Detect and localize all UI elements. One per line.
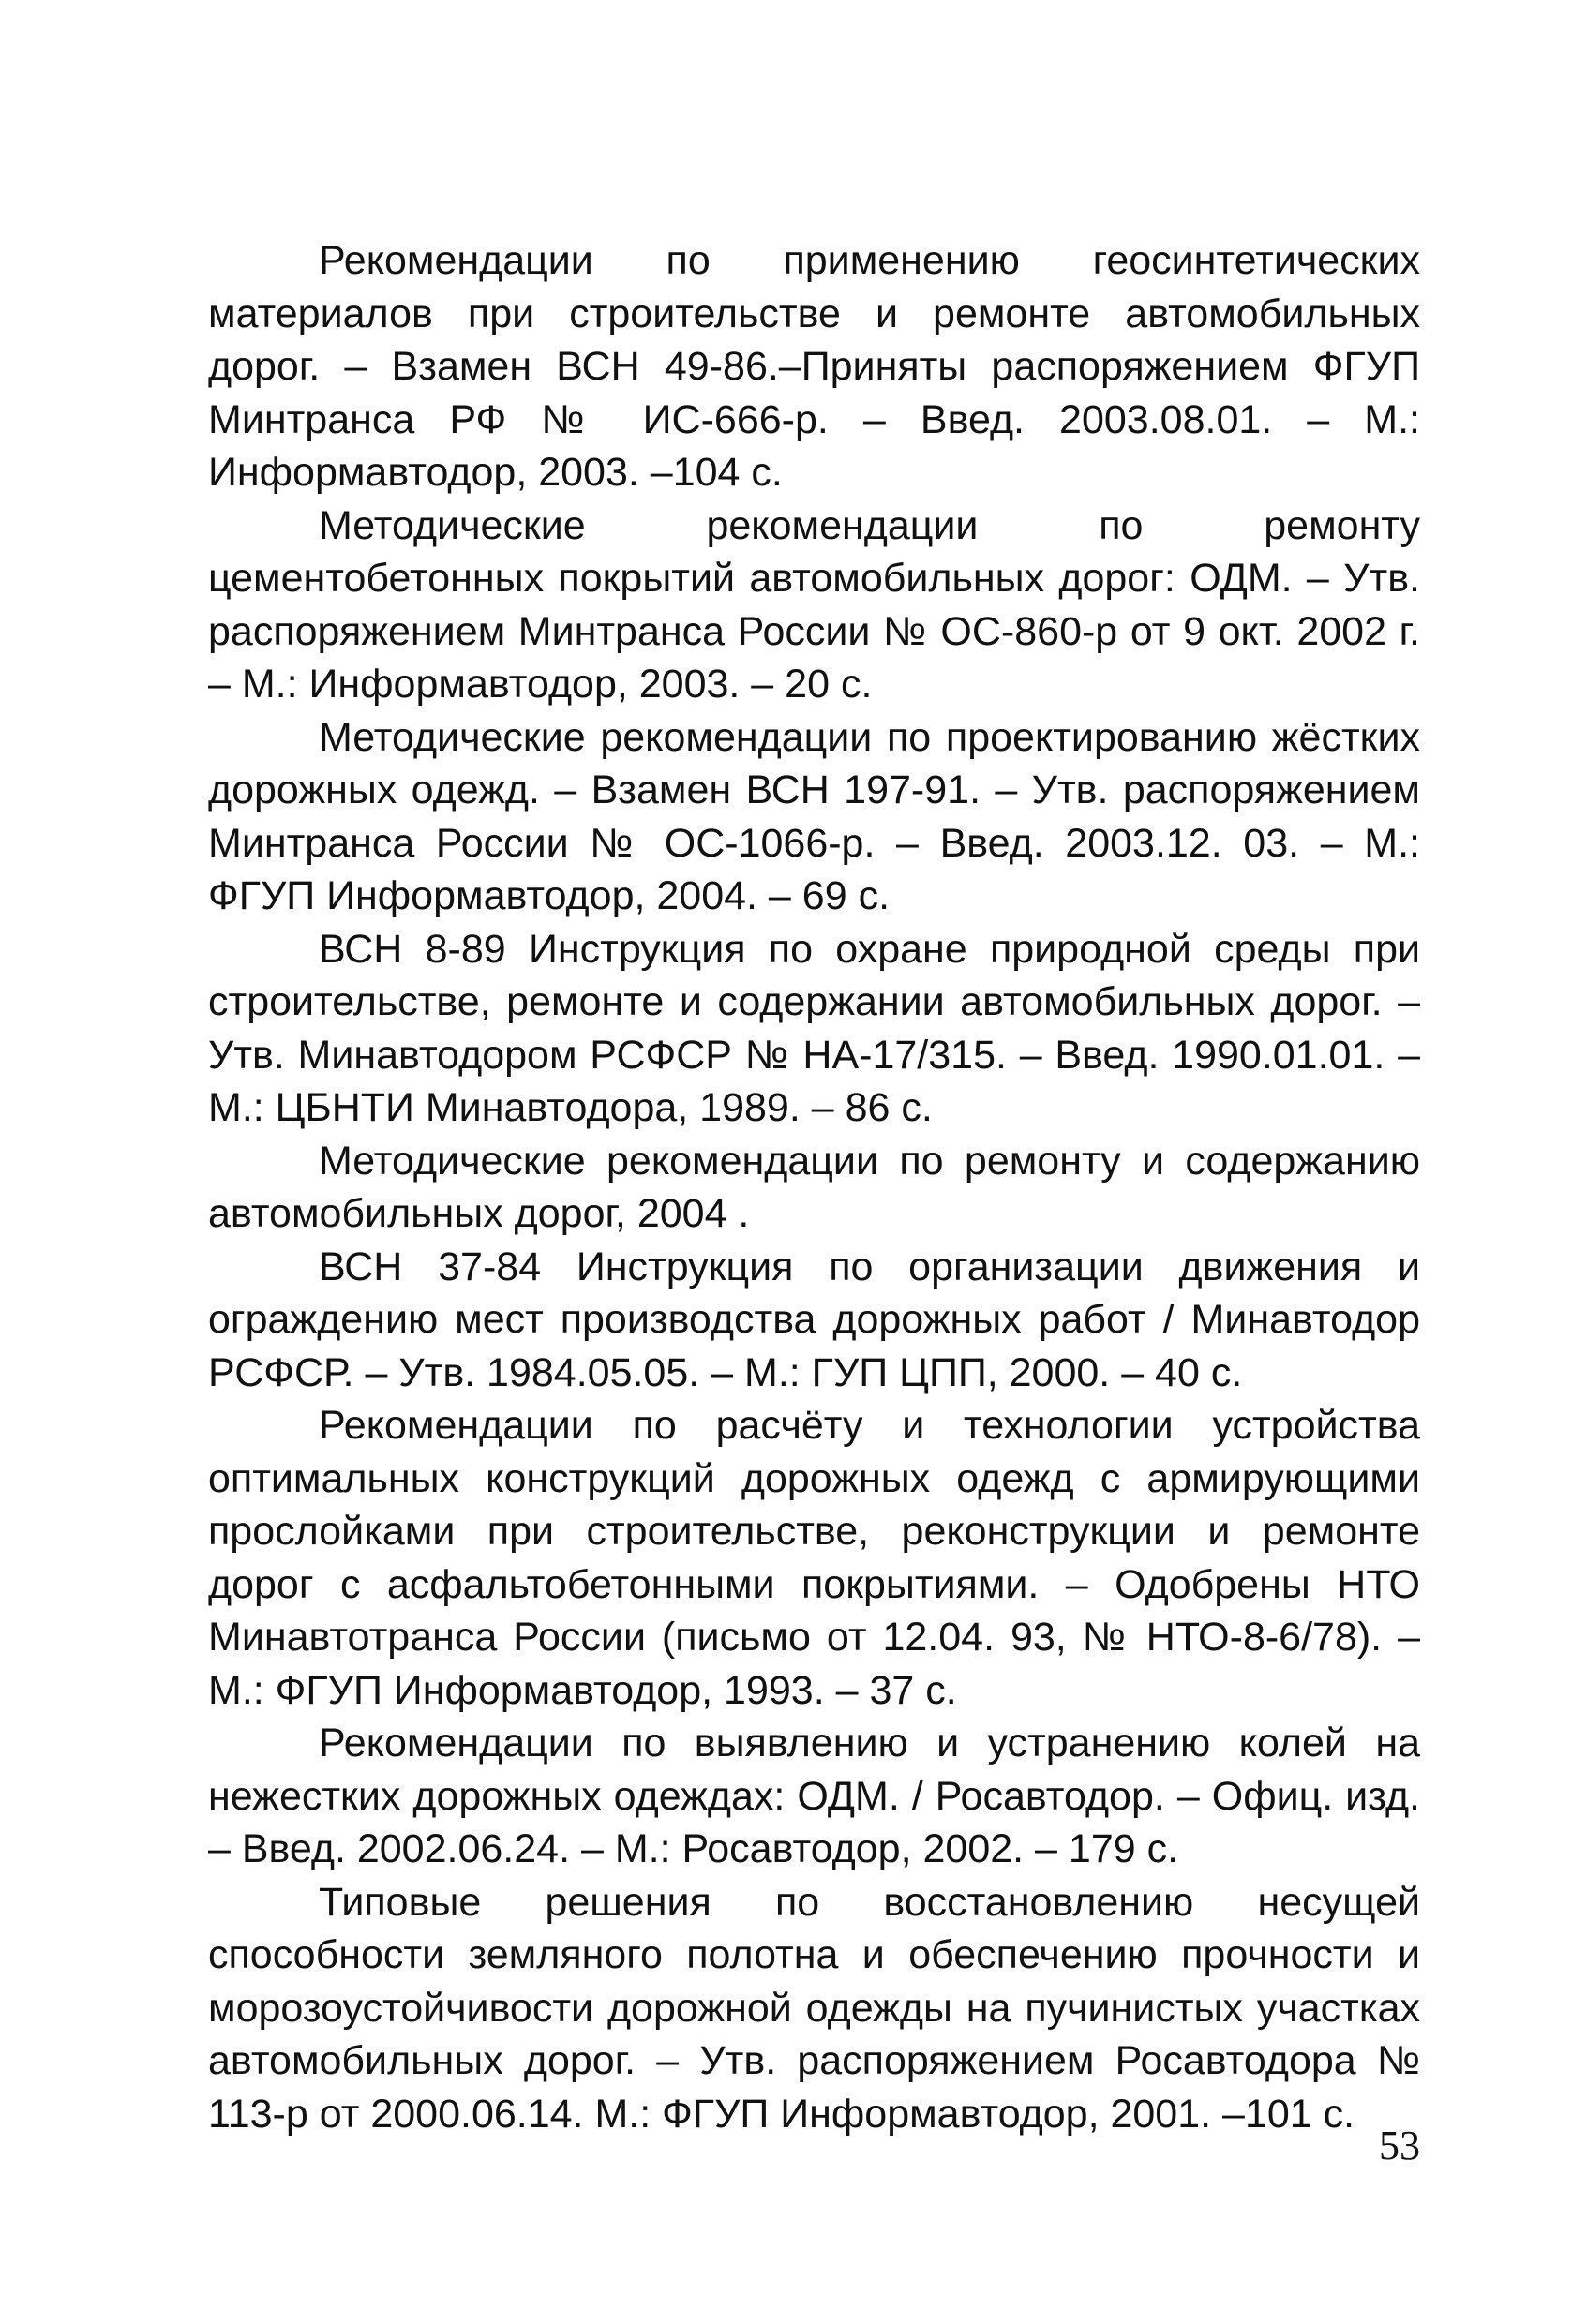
reference-entry-4: ВСН 8-89 Инструкция по охране природной среды при строительстве, ремонте и содержании автомобильных дорог. – Утв. Минавтодором РСФСР № НА-17/315. – Введ. 1990.01.01. – М.: ЦБНТИ Минавтодора, 1989. – 86 с.	[208, 926, 1420, 1130]
reference-entry-9: Типовые решения по восстановлению несущей способности земляного полотна и обеспечению прочности и морозоустойчивости дорожной одежды на пучинистых участках автомобильных дорог. – Утв. распоряжением Росавтодора № 113-р от 2000.06.14. М.: ФГУП Информавтодор, 2001. –101 с.	[208, 1879, 1420, 2137]
reference-entry-3: Методические рекомендации по проектированию жёстких дорожных одежд. – Взамен ВСН 197-91. – Утв. распоряжением Минтранса России № ОС-1066-р. – Введ. 2003.12. 03. – М.: ФГУП Информавтодор, 2004. – 69 с.	[208, 714, 1420, 918]
reference-list	[208, 234, 1420, 2140]
reference-entry-6: ВСН 37-84 Инструкция по организации движения и ограждению мест производства дорожных работ / Минавтодор РСФСР. – Утв. 1984.05.05. – М.: ГУП ЦПП, 2000. – 40 с.	[208, 1244, 1420, 1395]
reference-entry-2: Методические рекомендации по ремонту цементобетонных покрытий автомобильных дорог: ОДМ. – Утв. распоряжением Минтранса России № ОС-860-р от 9 окт. 2002 г. – М.: Информавтодор, 2003. – 20 с.	[208, 502, 1420, 707]
reference-entry-1: Рекомендации по применению геосинтетических материалов при строительстве и ремонте автомобильных дорог. – Взамен ВСН 49-86.–Приняты распоряжением ФГУП Минтранса РФ № ИС-666-р. – Введ. 2003.08.01. – М.: Информавтодор, 2003. –104 с.	[208, 238, 1420, 495]
reference-entry-5: Методические рекомендации по ремонту и содержанию автомобильных дорог, 2004 .	[208, 1138, 1420, 1236]
page-number: 53	[1379, 2123, 1420, 2168]
reference-entry-8: Рекомендации по выявлению и устранению колей на нежестких дорожных одеждах: ОДМ. / Росавтодор. – Офиц. изд. – Введ. 2002.06.24. – М.: Росавтодор, 2002. – 179 с.	[208, 1721, 1420, 1871]
reference-entry-7: Рекомендации по расчёту и технологии устройства оптимальных конструкций дорожных одежд с армирующими прослойками при строительстве, реконструкции и ремонте дорог с асфальтобетонными покрытиями. – Одобрены НТО Минавтотранса России (письмо от 12.04. 93, № НТО-8-6/78). – М.: ФГУП Информавтодор, 1993. – 37 с.	[208, 1403, 1420, 1713]
